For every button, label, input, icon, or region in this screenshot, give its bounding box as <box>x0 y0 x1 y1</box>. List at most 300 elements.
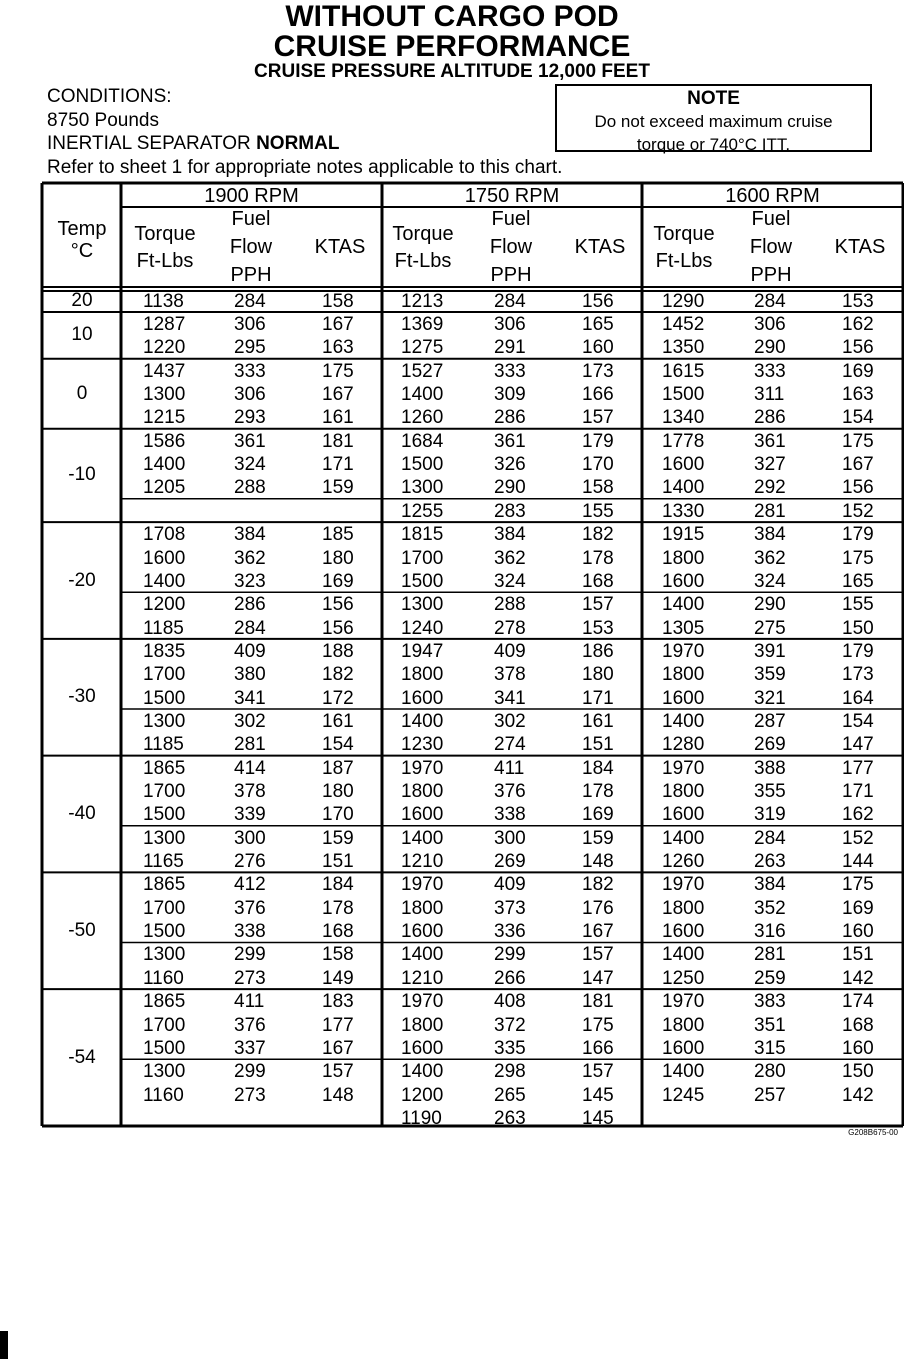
fuel-cell: 286 <box>494 407 526 429</box>
torque-cell: 1205 <box>143 477 186 499</box>
temp-cell: 0 <box>76 382 88 404</box>
refer-note: Refer to sheet 1 for appropriate notes applicable to this chart. <box>47 157 563 178</box>
torque-cell: 1970 <box>662 991 705 1013</box>
torque-cell: 1970 <box>662 640 705 662</box>
torque-cell: 1915 <box>662 524 705 546</box>
torque-cell: 1230 <box>401 734 444 756</box>
torque-cell: 1700 <box>143 1014 186 1036</box>
ktas-cell: 156 <box>322 617 354 639</box>
fuel-cell: 315 <box>754 1037 786 1059</box>
ktas-cell: 171 <box>582 687 614 709</box>
torque-cell: 1700 <box>401 547 444 569</box>
ktas-cell: 167 <box>322 1037 354 1059</box>
torque-cell: 1300 <box>143 944 186 966</box>
fuel-cell: 411 <box>234 991 265 1013</box>
fuel-cell: 259 <box>754 967 786 989</box>
torque-cell: 1400 <box>662 710 705 732</box>
torque-cell: 1305 <box>662 617 705 639</box>
torque-cell: 1600 <box>662 804 705 826</box>
torque-cell: 1260 <box>401 407 444 429</box>
torque-cell: 1400 <box>143 570 186 592</box>
fuel-cell: 306 <box>234 384 266 406</box>
torque-cell: 1250 <box>662 967 705 989</box>
note-line1: Do not exceed maximum cruise <box>594 112 833 131</box>
fuel-cell: 362 <box>234 547 266 569</box>
ktas-cell: 172 <box>322 687 354 709</box>
torque-cell: 1700 <box>143 897 186 919</box>
ktas-cell: 157 <box>582 594 614 616</box>
ktas-cell: 161 <box>322 710 354 732</box>
fuel-cell: 275 <box>754 617 786 639</box>
ktas-cell: 162 <box>842 804 874 826</box>
ktas-cell: 174 <box>842 991 874 1013</box>
fuel-cell: 336 <box>494 921 526 943</box>
ktas-cell: 177 <box>842 757 874 779</box>
torque-cell: 1350 <box>662 337 705 359</box>
ktas-cell: 158 <box>322 944 354 966</box>
fuel-unit-header: PPH <box>230 264 272 286</box>
ktas-cell: 152 <box>842 500 874 522</box>
ktas-cell: 188 <box>322 640 354 662</box>
fuel-cell: 306 <box>494 314 526 335</box>
fuel-cell: 341 <box>234 687 266 709</box>
torque-cell: 1800 <box>662 547 705 569</box>
torque-cell: 1287 <box>143 314 186 335</box>
torque-cell: 1600 <box>662 921 705 943</box>
fuel-cell: 284 <box>234 617 266 639</box>
torque-cell: 1700 <box>143 664 186 686</box>
fuel-cell: 408 <box>494 991 526 1013</box>
fuel-cell: 380 <box>234 664 266 686</box>
ktas-cell: 153 <box>582 617 614 639</box>
ktas-cell: 157 <box>582 407 614 429</box>
ktas-cell: 157 <box>582 1061 614 1083</box>
torque-cell: 1865 <box>143 991 186 1013</box>
fuel-cell: 341 <box>494 687 526 709</box>
temp-cell: -30 <box>68 686 96 708</box>
torque-cell: 1815 <box>401 524 444 546</box>
torque-header: Torque <box>392 223 454 245</box>
ktas-cell: 176 <box>582 897 614 919</box>
fuel-cell: 409 <box>494 874 526 896</box>
ktas-cell: 179 <box>582 430 614 452</box>
fuel-cell: 351 <box>754 1014 786 1036</box>
ktas-cell: 171 <box>842 781 874 802</box>
fuel-cell: 376 <box>234 1014 266 1036</box>
torque-cell: 1138 <box>143 291 184 312</box>
fuel-cell: 384 <box>754 874 786 896</box>
fuel-cell: 295 <box>234 337 266 359</box>
torque-cell: 1800 <box>401 781 444 802</box>
fuel-cell: 306 <box>754 314 786 335</box>
torque-cell: 1586 <box>143 430 186 452</box>
fuel-cell: 338 <box>234 921 266 943</box>
fuel-cell: 414 <box>234 757 266 779</box>
ktas-cell: 155 <box>582 500 614 522</box>
ktas-header: KTAS <box>834 236 886 258</box>
fuel-cell: 284 <box>494 291 526 312</box>
ktas-cell: 161 <box>322 407 354 429</box>
ktas-cell: 184 <box>322 874 354 896</box>
ktas-cell: 152 <box>842 827 874 849</box>
torque-cell: 1437 <box>143 360 186 382</box>
torque-cell: 1400 <box>662 944 705 966</box>
torque-cell: 1369 <box>401 314 444 335</box>
fuel-cell: 324 <box>234 454 266 476</box>
torque-cell: 1708 <box>143 524 186 546</box>
torque-cell: 1213 <box>401 291 444 312</box>
torque-cell: 1400 <box>662 1061 705 1083</box>
fuel-cell: 300 <box>234 827 266 849</box>
torque-cell: 1400 <box>401 827 444 849</box>
ktas-cell: 167 <box>582 921 614 943</box>
fuel-cell: 361 <box>754 430 786 452</box>
ktas-cell: 142 <box>842 967 874 989</box>
note-line2: torque or 740°C ITT. <box>636 135 791 154</box>
fuel-cell: 284 <box>754 827 786 849</box>
torque-cell: 1260 <box>662 851 705 873</box>
rpm-group-header: 1900 RPM <box>204 185 299 207</box>
ktas-cell: 166 <box>582 1037 614 1059</box>
fuel-cell: 299 <box>234 944 266 966</box>
torque-cell: 1615 <box>662 360 705 382</box>
fuel-cell: 359 <box>754 664 786 686</box>
ktas-cell: 169 <box>842 360 874 382</box>
torque-cell: 1500 <box>662 384 705 406</box>
ktas-cell: 147 <box>582 967 614 989</box>
chart-title-line2: CRUISE PERFORMANCE <box>273 30 631 63</box>
conditions-weight: 8750 Pounds <box>47 110 159 131</box>
ktas-cell: 181 <box>322 430 354 452</box>
fuel-cell: 281 <box>754 500 786 522</box>
torque-cell: 1452 <box>662 314 705 335</box>
fuel-cell: 335 <box>494 1037 526 1059</box>
ktas-cell: 158 <box>322 291 354 312</box>
ktas-cell: 167 <box>322 314 354 335</box>
ktas-cell: 158 <box>582 477 614 499</box>
ktas-cell: 179 <box>842 524 874 546</box>
fuel-cell: 376 <box>234 897 266 919</box>
fuel-cell: 355 <box>754 781 786 802</box>
torque-cell: 1800 <box>401 897 444 919</box>
torque-cell: 1165 <box>143 851 184 873</box>
fuel-cell: 281 <box>754 944 786 966</box>
temp-cell: -50 <box>68 919 96 941</box>
fuel-cell: 372 <box>494 1014 526 1036</box>
temp-cell: 10 <box>71 324 93 346</box>
fuel-cell: 273 <box>234 967 266 989</box>
temp-header: Temp <box>57 218 107 240</box>
torque-cell: 1340 <box>662 407 705 429</box>
ktas-cell: 164 <box>842 687 874 709</box>
page-edge-mark <box>0 1331 8 1359</box>
torque-cell: 1970 <box>401 991 444 1013</box>
fuel-cell: 326 <box>494 454 526 476</box>
torque-cell: 1600 <box>662 687 705 709</box>
fuel-cell: 412 <box>234 874 266 896</box>
torque-cell: 1300 <box>143 1061 186 1083</box>
torque-cell: 1700 <box>143 781 186 802</box>
torque-cell: 1400 <box>662 594 705 616</box>
fuel-cell: 288 <box>234 477 266 499</box>
torque-cell: 1684 <box>401 430 444 452</box>
ktas-cell: 159 <box>322 477 354 499</box>
torque-cell: 1500 <box>401 454 444 476</box>
fuel-cell: 299 <box>494 944 526 966</box>
fuel-cell: 352 <box>754 897 786 919</box>
fuel-unit-header: PPH <box>490 264 532 286</box>
fuel-cell: 309 <box>494 384 526 406</box>
ktas-cell: 165 <box>582 314 614 335</box>
torque-cell: 1500 <box>143 921 186 943</box>
ktas-cell: 156 <box>582 291 614 312</box>
fuel-cell: 362 <box>494 547 526 569</box>
fuel-cell: 265 <box>494 1084 526 1106</box>
ktas-cell: 168 <box>842 1014 874 1036</box>
fuel-cell: 263 <box>754 851 786 873</box>
temp-cell: -10 <box>68 464 96 486</box>
ktas-cell: 144 <box>842 851 874 873</box>
torque-cell: 1220 <box>143 337 186 359</box>
fuel-cell: 391 <box>754 640 786 662</box>
torque-cell: 1185 <box>143 734 184 756</box>
torque-cell: 1210 <box>401 967 444 989</box>
torque-cell: 1600 <box>401 687 444 709</box>
fuel-cell: 284 <box>754 291 786 312</box>
ktas-cell: 169 <box>842 897 874 919</box>
ktas-cell: 166 <box>582 384 614 406</box>
torque-cell: 1400 <box>401 384 444 406</box>
ktas-cell: 159 <box>582 827 614 849</box>
torque-cell: 1200 <box>143 594 186 616</box>
ktas-cell: 182 <box>322 664 354 686</box>
fuel-cell: 409 <box>234 640 266 662</box>
ktas-cell: 173 <box>582 360 614 382</box>
fuel-cell: 287 <box>754 710 786 732</box>
torque-cell: 1970 <box>401 874 444 896</box>
fuel-cell: 293 <box>234 407 266 429</box>
fuel-cell: 257 <box>754 1084 786 1106</box>
ktas-cell: 178 <box>582 547 614 569</box>
ktas-cell: 179 <box>842 640 874 662</box>
torque-cell: 1800 <box>662 897 705 919</box>
torque-header: Torque <box>134 223 196 245</box>
fuel-cell: 306 <box>234 314 266 335</box>
torque-cell: 1865 <box>143 874 186 896</box>
ktas-cell: 165 <box>842 570 874 592</box>
torque-cell: 1800 <box>662 664 705 686</box>
ktas-cell: 178 <box>582 781 614 802</box>
fuel-cell: 323 <box>234 570 266 592</box>
ktas-cell: 186 <box>582 640 614 662</box>
fuel-cell: 337 <box>234 1037 266 1059</box>
torque-cell: 1865 <box>143 757 186 779</box>
torque-cell: 1800 <box>401 664 444 686</box>
ktas-cell: 175 <box>322 360 354 382</box>
torque-cell: 1778 <box>662 430 705 452</box>
fuel-cell: 338 <box>494 804 526 826</box>
ktas-cell: 175 <box>582 1014 614 1036</box>
fuel-cell: 302 <box>494 710 526 732</box>
fuel-cell: 383 <box>754 991 786 1013</box>
ktas-cell: 151 <box>842 944 874 966</box>
ktas-cell: 156 <box>842 337 874 359</box>
fuel-cell: 319 <box>754 804 786 826</box>
ktas-cell: 160 <box>842 921 874 943</box>
torque-cell: 1200 <box>401 1084 444 1106</box>
torque-cell: 1330 <box>662 500 705 522</box>
torque-cell: 1300 <box>143 384 186 406</box>
ktas-cell: 181 <box>582 991 614 1013</box>
torque-unit-header: Ft-Lbs <box>394 250 452 272</box>
torque-cell: 1600 <box>662 570 705 592</box>
torque-cell: 1210 <box>401 851 444 873</box>
fuel-cell: 362 <box>754 547 786 569</box>
fuel-cell: 409 <box>494 640 526 662</box>
torque-cell: 1280 <box>662 734 705 756</box>
ktas-cell: 161 <box>582 710 614 732</box>
fuel-cell: 411 <box>494 757 525 779</box>
fuel-cell: 281 <box>234 734 266 756</box>
torque-cell: 1800 <box>401 1014 444 1036</box>
temp-cell: -40 <box>68 803 96 825</box>
fuel-cell: 290 <box>494 477 526 499</box>
torque-cell: 1500 <box>401 570 444 592</box>
fuel-cell: 327 <box>754 454 786 476</box>
ktas-cell: 157 <box>582 944 614 966</box>
ktas-cell: 163 <box>842 384 874 406</box>
fuel-cell: 290 <box>754 337 786 359</box>
torque-cell: 1400 <box>662 477 705 499</box>
ktas-cell: 160 <box>582 337 614 359</box>
torque-header: Torque <box>653 223 715 245</box>
fuel-unit-header: PPH <box>750 264 792 286</box>
torque-cell: 1600 <box>662 1037 705 1059</box>
torque-cell: 1400 <box>143 454 186 476</box>
fuel-cell: 266 <box>494 967 526 989</box>
ktas-cell: 150 <box>842 1061 874 1083</box>
ktas-cell: 167 <box>322 384 354 406</box>
fuel-cell: 276 <box>234 851 266 873</box>
torque-cell: 1400 <box>401 710 444 732</box>
ktas-cell: 182 <box>582 524 614 546</box>
conditions-label: CONDITIONS: <box>47 86 172 107</box>
ktas-cell: 154 <box>842 407 874 429</box>
ktas-cell: 175 <box>842 430 874 452</box>
figure-code: G208B675-00 <box>848 1128 898 1137</box>
ktas-cell: 187 <box>322 757 354 779</box>
fuel-cell: 274 <box>494 734 526 756</box>
torque-cell: 1800 <box>662 781 705 802</box>
ktas-cell: 184 <box>582 757 614 779</box>
torque-cell: 1527 <box>401 360 444 382</box>
fuel-cell: 324 <box>754 570 786 592</box>
ktas-cell: 159 <box>322 827 354 849</box>
fuel-cell: 263 <box>494 1107 526 1129</box>
rpm-group-header: 1750 RPM <box>464 185 560 207</box>
ktas-cell: 150 <box>842 617 874 639</box>
ktas-cell: 175 <box>842 874 874 896</box>
temp-cell: 20 <box>71 289 93 311</box>
fuel-cell: 324 <box>494 570 526 592</box>
torque-cell: 1160 <box>143 1084 184 1106</box>
torque-cell: 1835 <box>143 640 186 662</box>
torque-cell: 1275 <box>401 337 444 359</box>
note-box <box>555 84 872 152</box>
chart-title-line1: WITHOUT CARGO POD <box>285 0 619 33</box>
fuel-cell: 333 <box>234 360 266 382</box>
torque-cell: 1215 <box>143 407 186 429</box>
ktas-cell: 169 <box>582 804 614 826</box>
ktas-cell: 168 <box>582 570 614 592</box>
torque-cell: 1800 <box>662 1014 705 1036</box>
torque-unit-header: Ft-Lbs <box>136 250 194 272</box>
fuel-cell: 269 <box>494 851 526 873</box>
ktas-cell: 153 <box>842 291 874 312</box>
torque-cell: 1400 <box>401 1061 444 1083</box>
torque-cell: 1190 <box>401 1107 442 1129</box>
fuel-cell: 273 <box>234 1084 266 1106</box>
fuel-cell: 361 <box>234 430 266 452</box>
rpm-group-header: 1600 RPM <box>725 185 820 207</box>
ktas-cell: 156 <box>842 477 874 499</box>
torque-cell: 1300 <box>143 827 186 849</box>
torque-cell: 1600 <box>401 921 444 943</box>
fuel-cell: 333 <box>754 360 786 382</box>
fuel-cell: 384 <box>494 524 526 546</box>
ktas-cell: 180 <box>582 664 614 686</box>
torque-cell: 1600 <box>401 1037 444 1059</box>
fuel-cell: 321 <box>754 687 786 709</box>
torque-cell: 1300 <box>401 477 444 499</box>
fuel-cell: 300 <box>494 827 526 849</box>
separator-prefix: INERTIAL SEPARATOR <box>47 133 257 154</box>
fuel-cell: 333 <box>494 360 526 382</box>
fuel-flow-header: Flow <box>489 236 533 258</box>
fuel-cell: 283 <box>494 500 526 522</box>
fuel-cell: 384 <box>234 524 266 546</box>
fuel-cell: 378 <box>494 664 526 686</box>
ktas-cell: 142 <box>842 1084 874 1106</box>
ktas-cell: 178 <box>322 897 354 919</box>
fuel-cell: 388 <box>754 757 786 779</box>
fuel-cell: 286 <box>754 407 786 429</box>
fuel-cell: 376 <box>494 781 526 802</box>
ktas-cell: 180 <box>322 547 354 569</box>
fuel-header: Fuel <box>231 208 271 230</box>
ktas-cell: 151 <box>322 851 354 873</box>
torque-cell: 1160 <box>143 967 184 989</box>
ktas-cell: 148 <box>582 851 614 873</box>
fuel-cell: 291 <box>494 337 526 359</box>
temp-cell: -54 <box>68 1046 96 1068</box>
ktas-cell: 180 <box>322 781 354 802</box>
torque-cell: 1970 <box>662 874 705 896</box>
fuel-cell: 284 <box>234 291 266 312</box>
torque-cell: 1600 <box>662 454 705 476</box>
torque-unit-header: Ft-Lbs <box>655 250 713 272</box>
ktas-cell: 148 <box>322 1084 354 1106</box>
fuel-cell: 269 <box>754 734 786 756</box>
ktas-cell: 177 <box>322 1014 354 1036</box>
torque-cell: 1300 <box>143 710 186 732</box>
torque-cell: 1500 <box>143 804 186 826</box>
torque-cell: 1400 <box>662 827 705 849</box>
fuel-cell: 311 <box>754 384 785 406</box>
ktas-cell: 183 <box>322 991 354 1013</box>
ktas-cell: 155 <box>842 594 874 616</box>
torque-cell: 1245 <box>662 1084 705 1106</box>
